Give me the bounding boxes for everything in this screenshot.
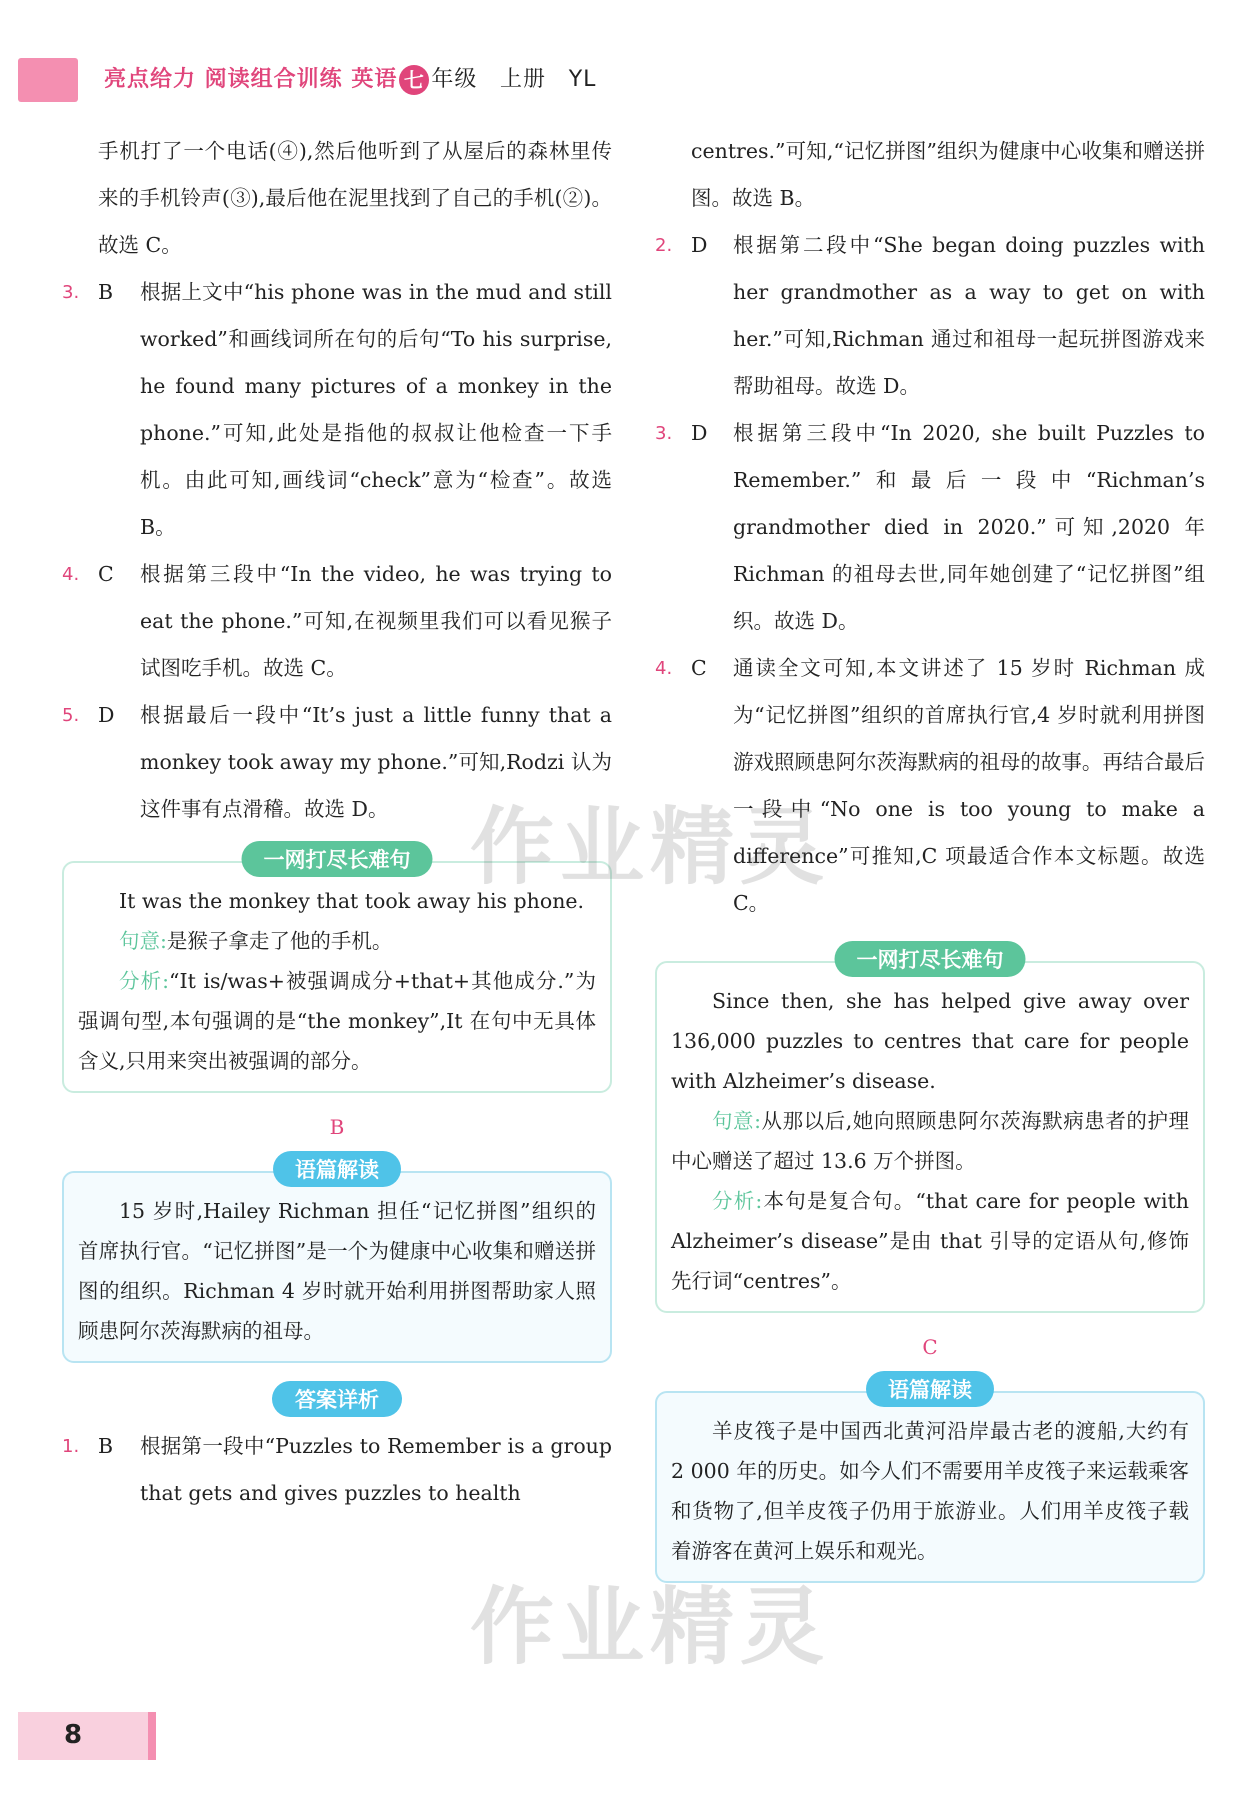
item-number: 2.: [655, 235, 673, 256]
item-answer: D: [691, 421, 708, 445]
analysis-label: 分析:: [119, 969, 170, 993]
item-answer: D: [98, 703, 115, 727]
answer-detail-tag: 答案详析: [272, 1381, 402, 1417]
item-answer: C: [98, 562, 114, 586]
box-tag: 一网打尽长难句: [835, 941, 1026, 977]
page-number: 8: [64, 1720, 83, 1750]
sentence-meaning: [78, 921, 596, 961]
item-explanation: 根据第二段中“She began doing puzzles with her grandmother as a way to get on with her.”可知,Richman 通过和祖母一起玩拼图游戏来帮助祖母。故选 D。: [733, 233, 1205, 398]
header-term: 上册: [500, 67, 547, 92]
item-explanation: 根据最后一段中“It’s just a little funny that a monkey took away my phone.”可知,Rodzi 认为这件事有点滑稽。故选 D。: [140, 703, 612, 821]
header-grade-suffix: 年级: [431, 67, 478, 92]
item-explanation: 根据第三段中“In the video, he was trying to eat the phone.”可知,在视频里我们可以看见猴子试图吃手机。故选 C。: [140, 562, 612, 680]
box-tag: 语篇解读: [866, 1371, 994, 1407]
sentence-analysis-box: [655, 948, 1205, 1313]
item-explanation: 通读全文可知,本文讲述了 15 岁时 Richman 成为“记忆拼图”组织的首席执行官,4 岁时就利用拼图游戏照顾患阿尔茨海默病的祖母的故事。再结合最后一段中“No one is too young to make a difference”可推知,C 项最适合作本文标题。故选 C。: [733, 656, 1205, 915]
sentence-analysis: [671, 1181, 1189, 1301]
long-sentence: Since then, she has helped give away over 136,000 puzzles to centres that care for people with Alzheimer’s disease.: [671, 989, 1189, 1093]
grade-badge: 七: [399, 65, 429, 95]
continued-answer: centres.”可知,“记忆拼图”组织为健康中心收集和赠送拼图。故选 B。: [691, 139, 1205, 210]
header-edition: YL: [568, 67, 597, 92]
watermark: 作业精灵: [470, 798, 831, 896]
item-answer: D: [691, 233, 708, 257]
answer-item: [62, 269, 612, 551]
watermark: 作业精灵: [470, 1578, 831, 1676]
item-number: 3.: [62, 282, 80, 303]
continued-answer: 手机打了一个电话(④),然后他听到了从屋后的森林里传来的手机铃声(③),最后他在泥里找到了自己的手机(②)。故选 C。: [98, 139, 612, 257]
meaning-label: 句意:: [119, 929, 167, 953]
item-number: 4.: [655, 658, 673, 679]
sentence-analysis: [78, 961, 596, 1081]
analysis-text: 本句是复合句。“that care for people with Alzheimer’s disease”是由 that 引导的定语从句,修饰先行词“centres”。: [671, 1189, 1189, 1293]
answer-item: [655, 410, 1205, 645]
item-explanation: 根据第一段中“Puzzles to Remember is a group that gets and gives puzzles to health: [140, 1434, 612, 1505]
answer-item: [655, 222, 1205, 410]
reading-summary: 羊皮筏子是中国西北黄河沿岸最古老的渡船,大约有 2 000 年的历史。如今人们不需要用羊皮筏子来运载乘客和货物了,但羊皮筏子仍用于旅游业。人们用羊皮筏子载着游客在黄河上娱乐和观光。: [671, 1419, 1189, 1563]
answer-item: [62, 1423, 612, 1517]
long-sentence: It was the monkey that took away his phone.: [119, 889, 585, 913]
meaning-label: 句意:: [712, 1109, 761, 1133]
item-number: 3.: [655, 423, 673, 444]
page-number-tab: [18, 1712, 156, 1760]
item-number: 5.: [62, 705, 80, 726]
item-explanation: 根据上文中“his phone was in the mud and still worked”和画线词所在句的后句“To his surprise, he found many pictures of a monkey in the phone.”可知,此处是指他的叔叔让他检查一下手机。由此可知,画线词“check”意为“检查”。故选 B。: [140, 280, 612, 539]
item-number: 4.: [62, 564, 80, 585]
analysis-text: “It is/was+被强调成分+that+其他成分.”为强调句型,本句强调的是“the monkey”,It 在句中无具体含义,只用来突出被强调的部分。: [78, 969, 596, 1073]
sentence-meaning: [671, 1101, 1189, 1181]
section-letter: B: [329, 1115, 345, 1139]
item-answer: B: [98, 280, 114, 304]
item-answer: B: [98, 1434, 114, 1458]
meaning-text: 是猴子拿走了他的手机。: [166, 929, 393, 953]
reading-box: [62, 1158, 612, 1363]
item-number: 1.: [62, 1436, 80, 1457]
analysis-label: 分析:: [712, 1189, 763, 1213]
meaning-text: 从那以后,她向照顾患阿尔茨海默病患者的护理中心赠送了超过 13.6 万个拼图。: [671, 1109, 1189, 1173]
reading-box: [655, 1378, 1205, 1583]
answer-item: [62, 551, 612, 692]
section-letter: C: [922, 1335, 938, 1359]
item-answer: C: [691, 656, 707, 680]
box-tag: 语篇解读: [273, 1151, 401, 1187]
box-tag: 一网打尽长难句: [242, 841, 433, 877]
header-color-block: [18, 58, 78, 102]
page-header: [104, 62, 596, 95]
item-explanation: 根据第三段中“In 2020, she built Puzzles to Remember.”和最后一段中“Richman’s grandmother died in 2020.”可知,2020 年 Richman 的祖母去世,同年她创建了“记忆拼图”组织。故选 D。: [733, 421, 1205, 633]
reading-summary: 15 岁时,Hailey Richman 担任“记忆拼图”组织的首席执行官。“记忆拼图”是一个为健康中心收集和赠送拼图的组织。Richman 4 岁时就开始利用拼图帮助家人照顾患阿尔茨海默病的祖母。: [78, 1199, 596, 1343]
header-series: 亮点给力 阅读组合训练 英语: [104, 67, 398, 92]
